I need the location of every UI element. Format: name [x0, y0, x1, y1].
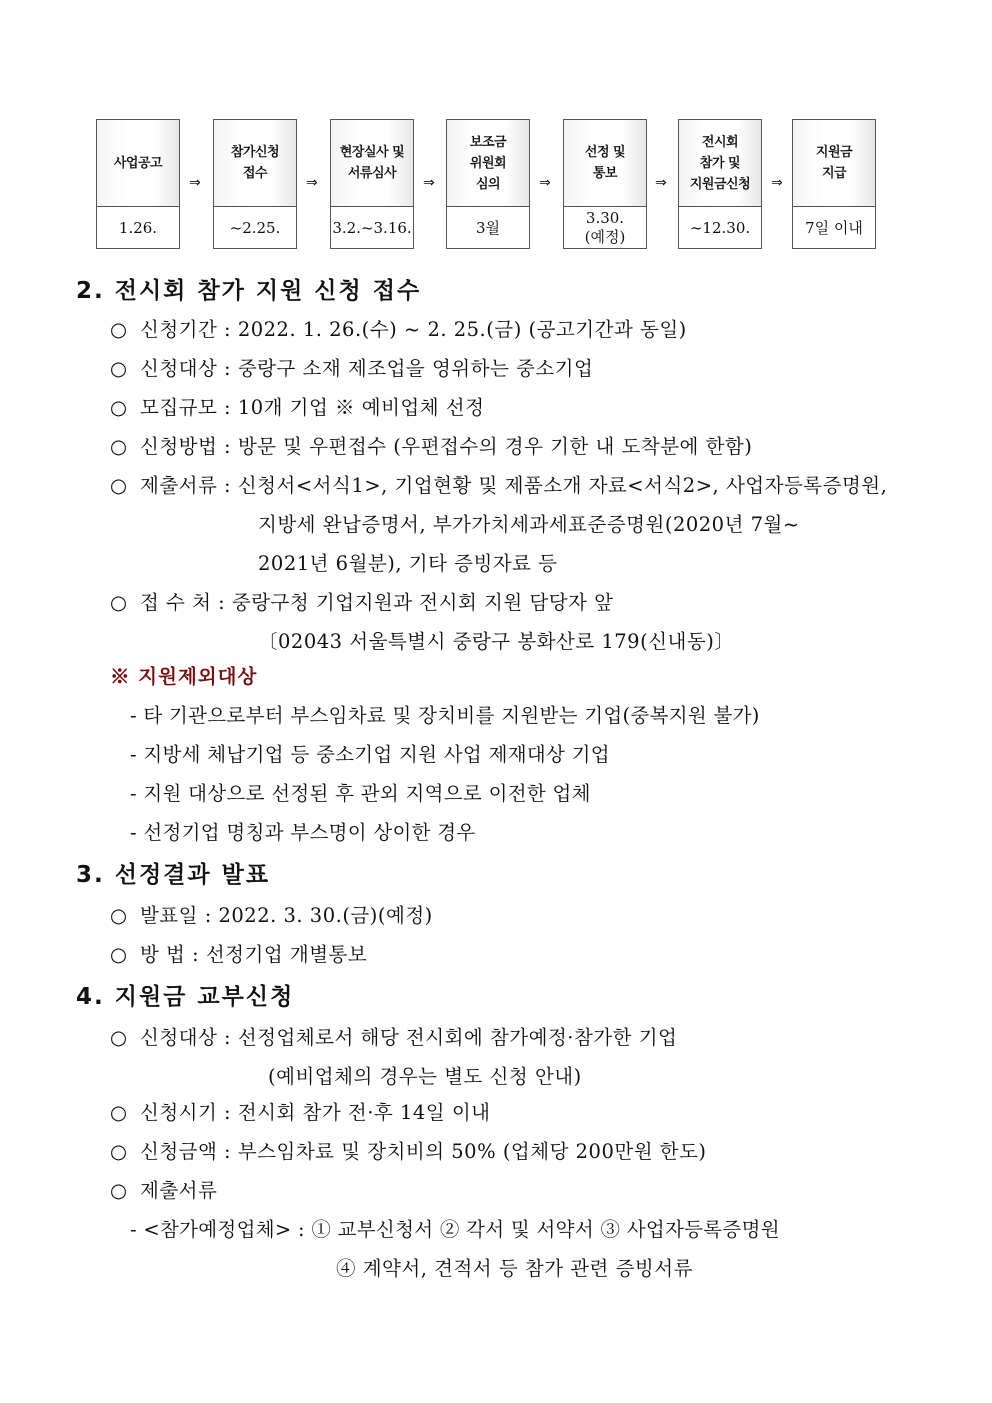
- flow-step-announcement: [96, 119, 180, 249]
- flow-step-date: 3.2.~3.16.: [332, 218, 412, 237]
- required-documents-cont: 2021년 6월분), 기타 증빙자료 등: [258, 552, 558, 575]
- flow-arrow: ⇒: [189, 175, 201, 191]
- flow-step-selection: [563, 119, 647, 249]
- grant-period: [110, 1097, 491, 1125]
- exclusion-item: - 지원 대상으로 선정된 후 관외 지역으로 이전한 업체: [130, 782, 591, 805]
- flow-step-label: 참가신청 접수: [214, 120, 296, 207]
- flow-step-payment: [792, 119, 876, 249]
- announcement-date: [110, 900, 433, 928]
- flow-step-application: [213, 119, 297, 249]
- flow-step-date: ~2.25.: [229, 218, 281, 237]
- flow-arrow: ⇒: [539, 175, 551, 191]
- grant-documents-sub: - <참가예정업체> : ① 교부신청서 ② 각서 및 서약서 ③ 사업자등록증명원: [130, 1218, 780, 1241]
- item-text: 접 수 처 : 중랑구청 기업지원과 전시회 지원 담당자 앞: [140, 591, 614, 614]
- application-target: [110, 353, 593, 381]
- recruitment-scale: [110, 392, 484, 420]
- bullet: ○: [110, 1026, 128, 1049]
- flow-step-label: 전시회 참가 및 지원금신청: [679, 120, 761, 207]
- bullet: ○: [110, 474, 128, 497]
- item-text: 모집규모 : 10개 기업 ※ 예비업체 선정: [140, 396, 485, 419]
- exclusion-note-title: ※ 지원제외대상: [110, 665, 258, 688]
- grant-target-cont: (예비업체의 경우는 별도 신청 안내): [268, 1065, 582, 1088]
- bullet: ○: [110, 357, 128, 380]
- announcement-method: [110, 939, 367, 967]
- item-text: 발표일 : 2022. 3. 30.(금)(예정): [140, 904, 433, 927]
- section-2-heading: 2. 전시회 참가 지원 신청 접수: [76, 278, 422, 304]
- item-text: 신청금액 : 부스임차료 및 장치비의 50% (업체당 200만원 한도): [140, 1140, 707, 1163]
- application-period: [110, 314, 687, 342]
- item-text: 신청시기 : 전시회 참가 전·후 14일 이내: [140, 1101, 491, 1124]
- flow-arrow: ⇒: [423, 175, 435, 191]
- flow-step-date: 7일 이내: [805, 218, 863, 237]
- item-text: 신청대상 : 선정업체로서 해당 전시회에 참가예정·참가한 기업: [140, 1026, 678, 1049]
- item-text: 제출서류: [140, 1179, 218, 1202]
- office-address: 〔02043 서울특별시 중랑구 봉화산로 179(신내동)〕: [258, 630, 735, 653]
- flow-arrow: ⇒: [306, 175, 318, 191]
- grant-amount: [110, 1136, 707, 1164]
- bullet: ○: [110, 904, 128, 927]
- flow-step-committee: [446, 119, 530, 249]
- flow-step-date: 3.30. (예정): [584, 209, 626, 246]
- grant-documents-sub-cont: ④ 계약서, 견적서 등 참가 관련 증빙서류: [336, 1257, 693, 1280]
- exclusion-item: - 지방세 체납기업 등 중소기업 지원 사업 제재대상 기업: [130, 743, 610, 766]
- bullet: ○: [110, 1140, 128, 1163]
- item-text: 방 법 : 선정기업 개별통보: [140, 943, 368, 966]
- flow-arrow: ⇒: [771, 175, 783, 191]
- required-documents: [110, 470, 887, 498]
- flow-step-label: 보조금 위원회 심의: [447, 120, 529, 207]
- bullet: ○: [110, 1101, 128, 1124]
- grant-target: [110, 1022, 677, 1050]
- bullet: ○: [110, 435, 128, 458]
- flow-step-label: 현장실사 및 서류심사: [331, 120, 413, 207]
- flow-step-label: 사업공고: [97, 120, 179, 207]
- item-text: 신청방법 : 방문 및 우편접수 (우편접수의 경우 기한 내 도착분에 한함): [140, 435, 753, 458]
- flow-step-date: ~12.30.: [689, 218, 751, 237]
- bullet: ○: [110, 1179, 128, 1202]
- flow-step-inspection: [330, 119, 414, 249]
- flow-step-label: 지원금 지급: [793, 120, 875, 207]
- exclusion-item: - 타 기관으로부터 부스임차료 및 장치비를 지원받는 기업(중복지원 불가): [130, 704, 760, 727]
- flow-step-participation: [678, 119, 762, 249]
- grant-documents: [110, 1175, 217, 1203]
- bullet: ○: [110, 591, 128, 614]
- item-text: 제출서류 : 신청서<서식1>, 기업현황 및 제품소개 자료<서식2>, 사업자등록증명원,: [140, 474, 888, 497]
- application-method: [110, 431, 752, 459]
- exclusion-item: - 선정기업 명칭과 부스명이 상이한 경우: [130, 821, 476, 844]
- bullet: ○: [110, 396, 128, 419]
- process-flow: [96, 119, 886, 251]
- flow-step-label: 선정 및 통보: [564, 120, 646, 207]
- section-3-heading: 3. 선정결과 발표: [76, 862, 271, 888]
- flow-step-date: 3월: [475, 218, 501, 237]
- bullet: ○: [110, 943, 128, 966]
- receiving-office: [110, 587, 613, 615]
- section-4-heading: 4. 지원금 교부신청: [76, 984, 295, 1010]
- flow-arrow: ⇒: [655, 175, 667, 191]
- required-documents-cont: 지방세 완납증명서, 부가가치세과세표준증명원(2020년 7월~: [258, 513, 800, 536]
- bullet: ○: [110, 318, 128, 341]
- item-text: 신청기간 : 2022. 1. 26.(수) ~ 2. 25.(금) (공고기간과 동일): [140, 318, 687, 341]
- item-text: 신청대상 : 중랑구 소재 제조업을 영위하는 중소기업: [140, 357, 594, 380]
- flow-step-date: 1.26.: [118, 218, 158, 237]
